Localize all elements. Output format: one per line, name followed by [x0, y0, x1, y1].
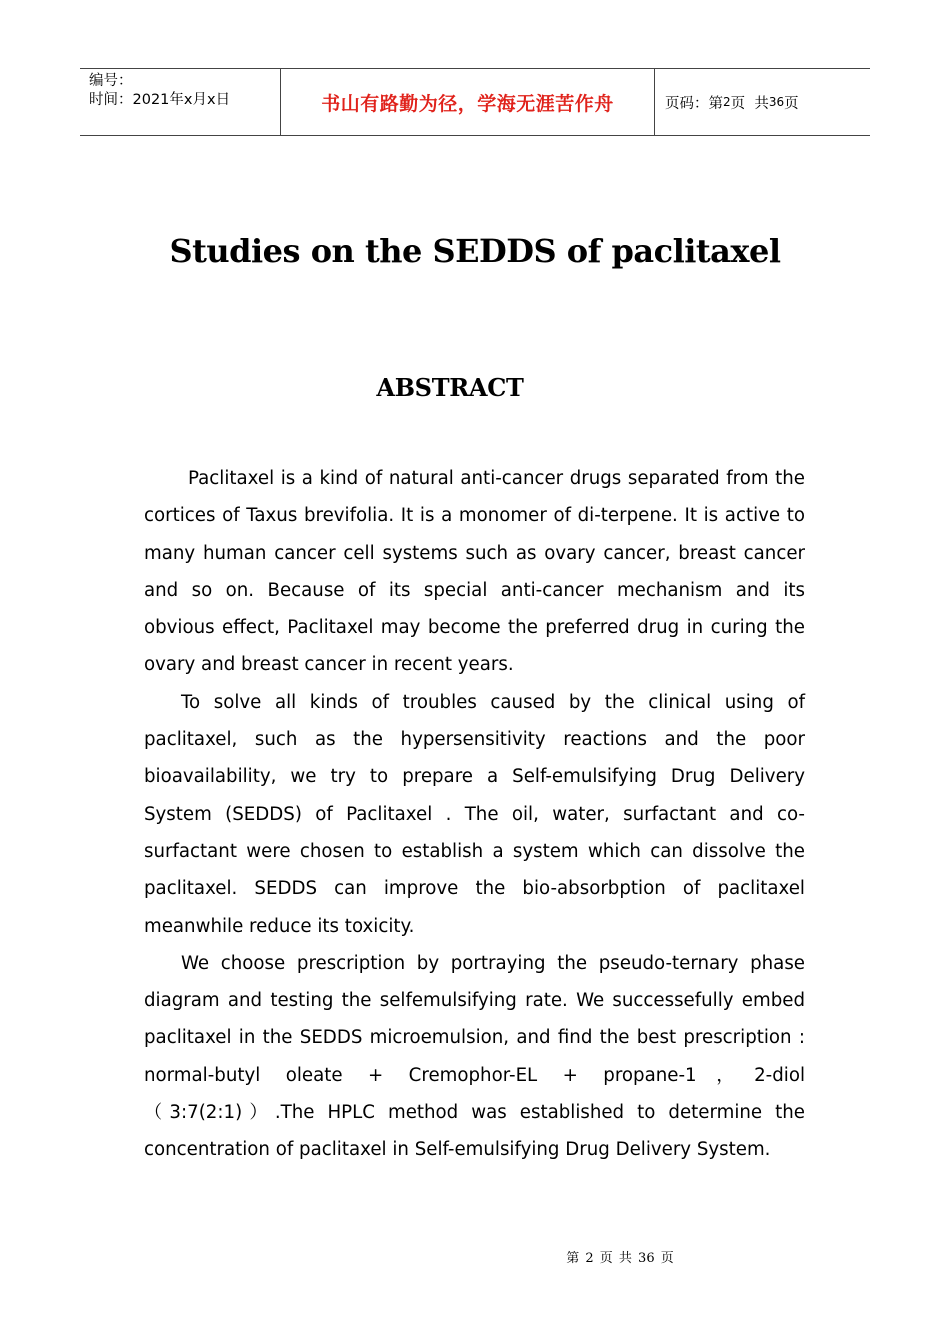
abstract-paragraph-1: Paclitaxel is a kind of natural anti-cancer drugs separated from the cortices of Taxus brevifolia. It is a monomer of di-terpene. It is active to many human cancer cell systems such as ovary cancer, breast cancer and so on. Because of its special anti-cancer mechanism and its obvious effect, Paclitaxel may become the preferred drug in curing the ovary and breast cancer in recent years.	[144, 468, 805, 676]
abstract-body	[144, 460, 805, 1169]
page-info-suffix: 页	[784, 95, 799, 112]
abstract-paragraph-3: We choose prescription by portraying the pseudo-ternary phase diagram and testing the selfemulsifying rate. We successefully embed paclitaxel in the SEDDS microemulsion, and find the best prescription : normal-butyl oleate + Cremophor-EL + propane-1，2-diol（3:7(2:1)）.The HPLC method was established to determine the concentration of paclitaxel in Self-emulsifying Drug Delivery System.	[144, 952, 805, 1161]
page-info-current: 2	[723, 95, 731, 109]
header-meta-cell	[80, 69, 281, 135]
page-info-middle: 页 共	[730, 95, 769, 112]
abstract-heading: ABSTRACT	[376, 373, 524, 402]
header-page-info	[655, 69, 870, 135]
serial-number-label: 编号：	[89, 73, 133, 89]
page-footer: 第 2 页 共 36 页	[566, 1251, 674, 1266]
date-label: 时间：2021年x月x日	[89, 92, 231, 108]
header-motto: 书山有路勤为径，学海无涯苦作舟	[281, 69, 655, 135]
page-info-prefix: 页码：第	[665, 95, 723, 112]
abstract-paragraph-2: To solve all kinds of troubles caused by the clinical using of paclitaxel, such as the hypersensitivity reactions and the poor bioavailability, we try to prepare a Self-emulsifying Drug Delivery System (SEDDS) of Paclitaxel . The oil, water, surfactant and co-surfactant were chosen to establish a system which can dissolve the paclitaxel. SEDDS can improve the bio-absorbption of paclitaxel meanwhile reduce its toxicity.	[144, 691, 805, 937]
document-title: Studies on the SEDDS of paclitaxel	[169, 232, 781, 270]
page-info-total: 36	[768, 95, 785, 109]
page-header	[80, 68, 870, 136]
